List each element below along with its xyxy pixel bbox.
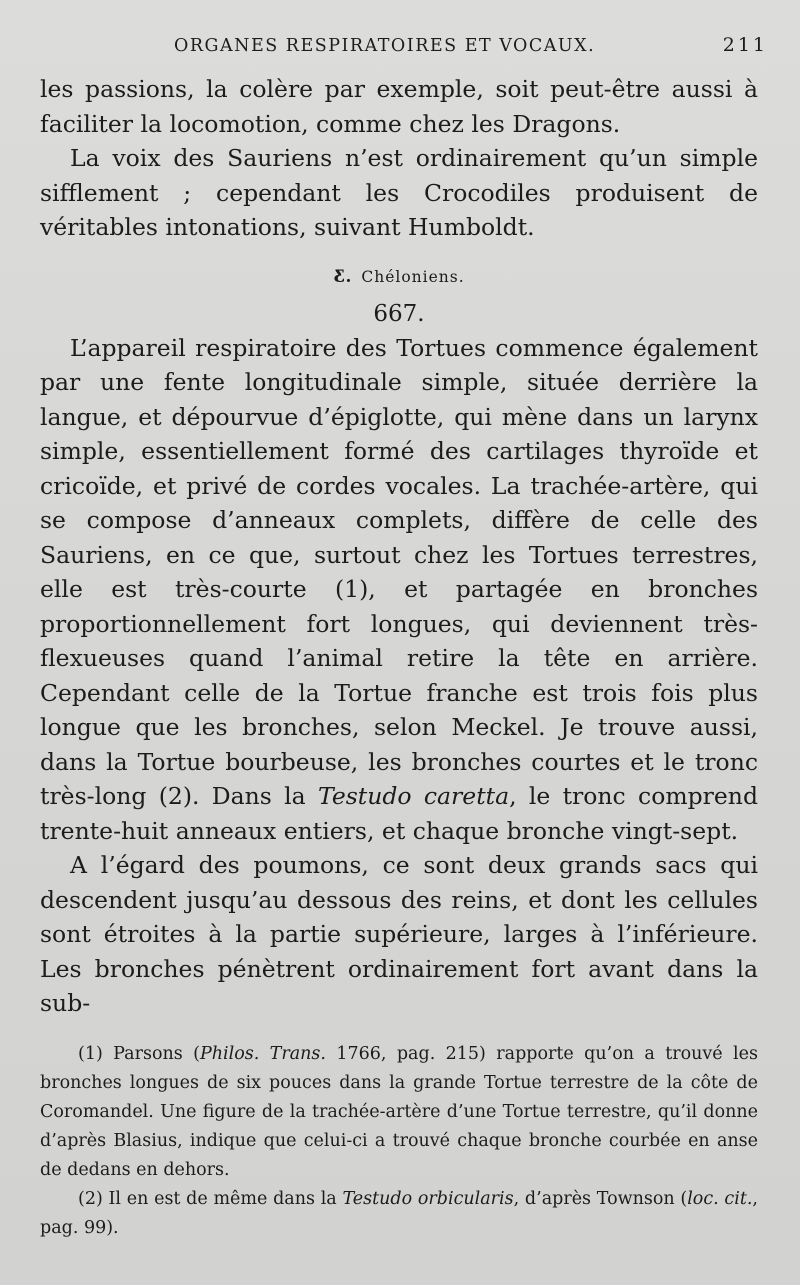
journal-title: Philos. Trans. xyxy=(199,1044,326,1064)
page-number: 211 xyxy=(722,34,768,56)
paragraph-respiratory xyxy=(40,331,758,849)
paragraph-text: L’appareil respiratoire des Tortues commence également par une fente longitudinale simple, située derrière la langue, et dépourvue d’épiglotte, qui mène dans un larynx simple, essentiellement formé des cartilages thyroïde et cricoïde, et privé de cordes vocales. La trachée-artère, qui se compose d’anneaux complets, diffère de celle des Sauriens, en ce que, surtout chez les Tortues terrestres, elle est très-courte (1), et partagée en bronches proportionnellement fort longues, qui deviennent très-flexueuses quand l’animal retire la tête en arrière. Cependant celle de la Tortue franche est trois fois plus longue que les bronches, selon Meckel. Je trouve aussi, dans la Tortue bourbeuse, les bronches courtes et le tronc très-long (2). Dans la xyxy=(40,333,758,810)
footnote-1 xyxy=(40,1040,758,1185)
species-name: Testudo caretta xyxy=(317,782,510,810)
footnotes xyxy=(40,1040,758,1243)
section-number: 667. xyxy=(373,300,425,327)
section-title: Chéloniens. xyxy=(361,267,465,286)
footnote-text: (2) Il en est de même dans la xyxy=(78,1189,343,1209)
paragraph-lungs: A l’égard des poumons, ce sont deux grands sacs qui descendent jusqu’au dessous des reins, et dont les cellules sont étroites à la partie supérieure, larges à l’inférieure. Les bronches pénètrent ordinairement fort avant dans la sub- xyxy=(40,851,758,1017)
footnote-text: , d’après Townson ( xyxy=(513,1189,688,1209)
citation-abbrev: loc. cit. xyxy=(687,1189,753,1209)
running-head-title: ORGANES RESPIRATOIRES ET VOCAUX. xyxy=(174,36,596,56)
footnote-2 xyxy=(40,1185,758,1243)
paragraph-continuation: les passions, la colère par exemple, soit peut-être aussi à faciliter la locomotion, comme chez les Dragons. xyxy=(40,75,758,138)
section-heading xyxy=(40,267,758,287)
footnote-text: 1766, pag. 215) rapporte qu’on a trouvé les bronches longues de six pouces dans la grande Tortue terrestre de la côte de Coromandel. Une figure de la trachée-artère d’une Tortue terrestre, qu’il donne d’après Blasius, indique que celui-ci a trouvé chaque bronche courbée en anse de dedans en dehors. xyxy=(40,1044,758,1180)
paragraph-voice: La voix des Sauriens n’est ordinairement qu’un simple sifflement ; cependant les Crocodiles produisent de véritables intonations, suivant Humboldt. xyxy=(40,144,758,241)
section-letter: Ƹ. xyxy=(333,266,353,287)
footnote-text: , pag. 99). xyxy=(40,1189,758,1238)
species-name: Testudo orbicularis xyxy=(342,1189,514,1209)
footnote-text: (1) Parsons ( xyxy=(78,1044,200,1064)
running-head xyxy=(40,32,768,66)
main-text xyxy=(40,72,758,1021)
paragraph-text: , le tronc comprend trente-huit anneaux entiers, et chaque bronche vingt-sept. xyxy=(40,782,758,845)
